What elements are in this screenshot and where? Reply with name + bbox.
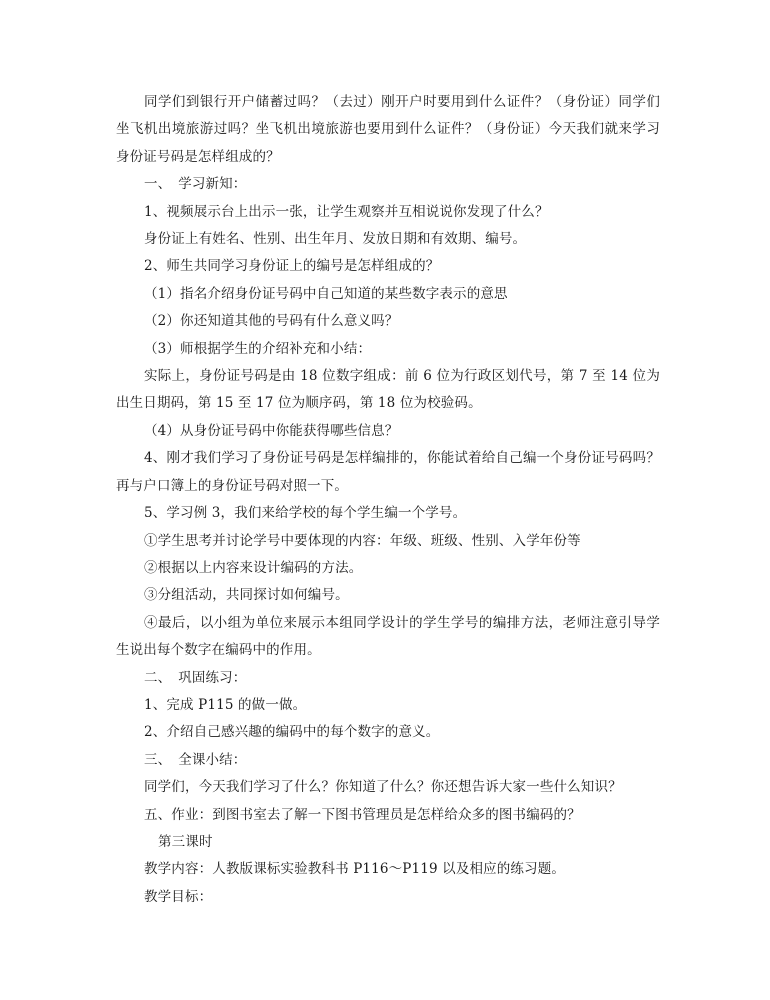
paragraph: 4、刚才我们学习了身份证号码是怎样编排的，你能试着给自己编一个身份证号码吗？再与户口簿上的身份证号码对照一下。 [116, 450, 660, 494]
document-body [116, 89, 660, 911]
section-heading-2: 二、 巩固练习： [144, 669, 247, 686]
paragraph: 5、学习例 3，我们来给学校的每个学生编一个学号。 [144, 505, 467, 522]
paragraph: ④最后，以小组为单位来展示本组同学设计的学生学号的编排方法，老师注意引导学生说出每个数字在编码中的作用。 [116, 614, 660, 659]
lesson-heading: 第三课时 [158, 833, 213, 850]
paragraph: 2、介绍自己感兴趣的编码中的每个数字的意义。 [144, 724, 440, 741]
paragraph: 身份证上有姓名、性别、出生年月、发放日期和有效期、编号。 [144, 231, 527, 248]
paragraph: ②根据以上内容来设计编码的方法。 [144, 559, 363, 576]
paragraph: （3）师根据学生的介绍补充和小结： [144, 340, 372, 357]
paragraph: （1）指名介绍身份证号码中自己知道的某些数字表示的意思 [144, 285, 508, 302]
paragraph: 教学目标： [144, 888, 213, 905]
paragraph: ①学生思考并讨论学号中要体现的内容：年级、班级、性别、入学年份等 [144, 532, 581, 549]
paragraph: 教学内容：人教版课标实验教科书 P116～P119 以及相应的练习题。 [144, 861, 566, 878]
intro-paragraph: 同学们到银行开户储蓄过吗？（去过）刚开户时要用到什么证件？（身份证）同学们坐飞机出境旅游过吗？坐飞机出境旅游也要用到什么证件？（身份证）今天我们就来学习身份证号码是怎样组成的？ [116, 94, 660, 165]
paragraph: 五、作业：到图书室去了解一下图书管理员是怎样给众多的图书编码的？ [144, 806, 581, 823]
paragraph: 同学们，今天我们学习了什么？你知道了什么？你还想告诉大家一些什么知识？ [144, 779, 622, 796]
paragraph: （2）你还知道其他的号码有什么意义吗？ [144, 313, 399, 330]
paragraph: （4）从身份证号码中你能获得哪些信息？ [144, 422, 399, 439]
paragraph: 2、师生共同学习身份证上的编号是怎样组成的？ [144, 258, 440, 275]
paragraph: ③分组活动，共同探讨如何编号。 [144, 587, 349, 604]
paragraph: 1、视频展示台上出示一张，让学生观察并互相说说你发现了什么？ [144, 203, 549, 220]
paragraph: 实际上，身份证号码是由 18 位数字组成：前 6 位为行政区划代号，第 7 至 14 位为出生日期码，第 15 至 17 位为顺序码，第 18 位为校验码。 [116, 368, 660, 412]
section-heading-3: 三、 全课小结： [144, 751, 247, 768]
section-heading-1: 一、 学习新知： [144, 176, 247, 193]
paragraph: 1、完成 P115 的做一做。 [144, 696, 307, 713]
